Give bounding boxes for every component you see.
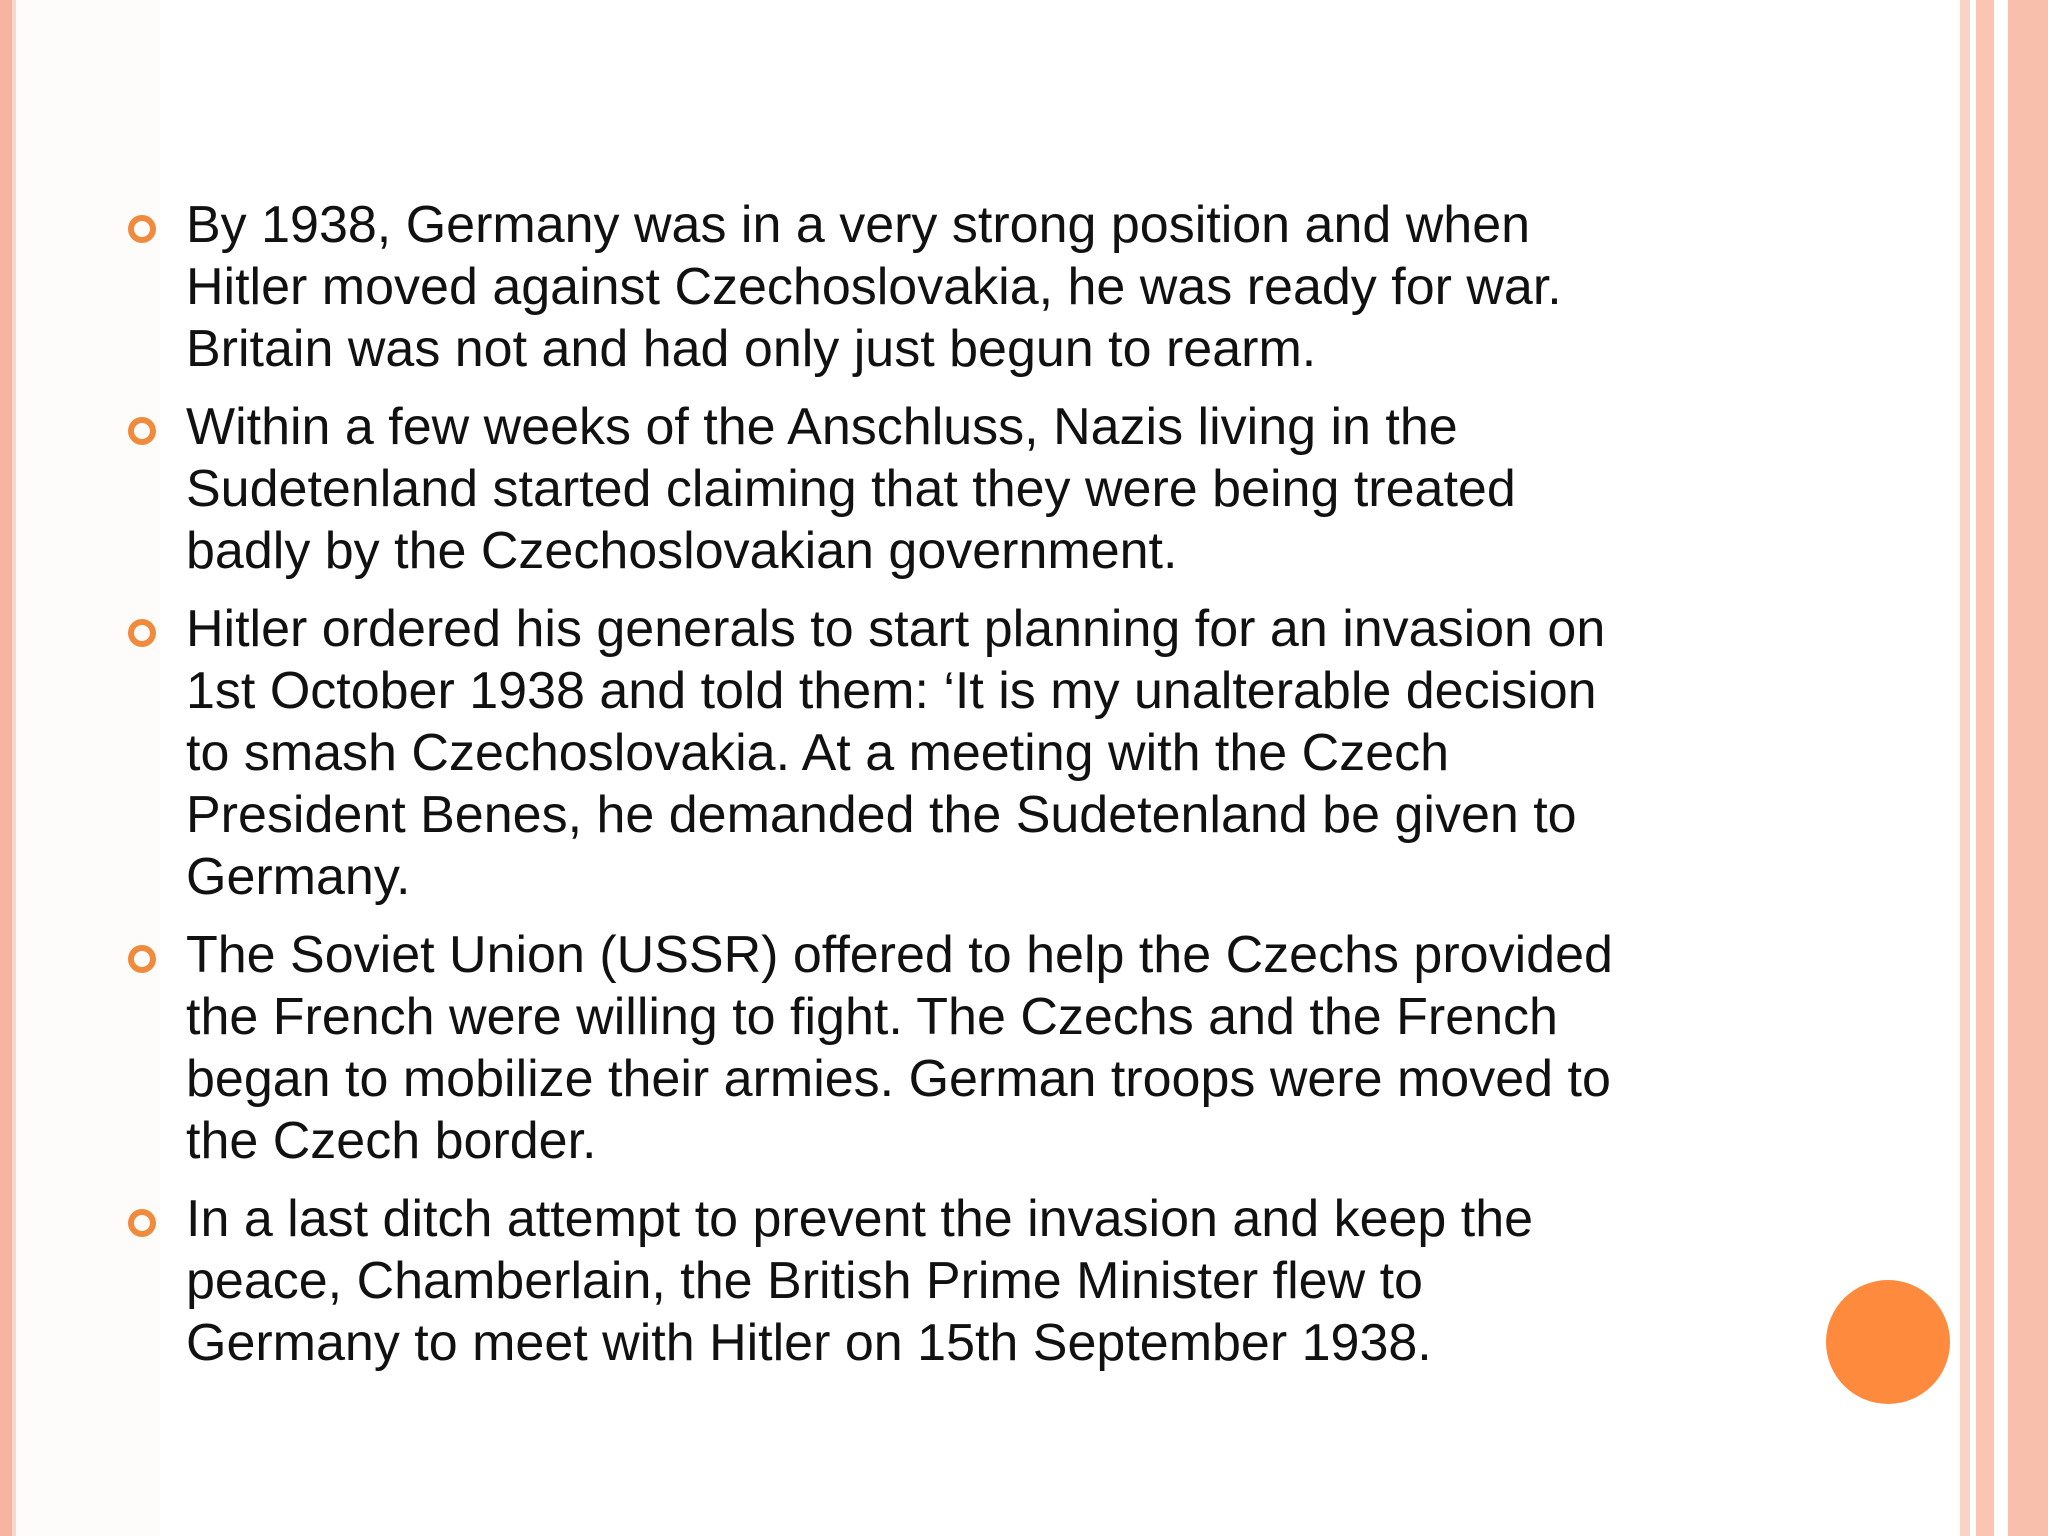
- bullet-item: [126, 1188, 1776, 1374]
- ring-bullet-icon: [128, 417, 156, 445]
- ring-bullet-icon: [128, 945, 156, 973]
- bullet-text: The Soviet Union (USSR) offered to help the Czechs provided the French were willing to fight. The Czechs and the French began to mobilize their armies. German troops were moved to the Czech border.: [186, 926, 1613, 1170]
- right-border-stripe: [2008, 0, 2048, 1536]
- ring-bullet-icon: [128, 215, 156, 243]
- bullet-list: [126, 194, 1776, 1390]
- bullet-item: [126, 194, 1776, 380]
- bullet-text: Hitler ordered his generals to start planning for an invasion on 1st October 1938 and told them: ‘It is my unalterable decision to smash Czechoslovakia. At a meeting with the Czech President Benes, he demanded the Sudetenland be given to Germany.: [186, 600, 1606, 906]
- ring-bullet-icon: [128, 1209, 156, 1237]
- bullet-item: [126, 396, 1776, 582]
- bullet-text: In a last ditch attempt to prevent the invasion and keep the peace, Chamberlain, the British Prime Minister flew to Germany to meet with Hitler on 15th September 1938.: [186, 1190, 1534, 1372]
- right-border-stripe: [1960, 0, 1970, 1536]
- decorative-circle-icon: [1826, 1280, 1950, 1404]
- right-border-gap: [1994, 0, 2008, 1536]
- bullet-text: Within a few weeks of the Anschluss, Nazis living in the Sudetenland started claiming that they were being treated badly by the Czechoslovakian government.: [186, 398, 1516, 580]
- left-border-inner-stripe: [12, 0, 16, 1536]
- bullet-item: [126, 598, 1776, 908]
- left-border-stripe: [0, 0, 12, 1536]
- bullet-text: By 1938, Germany was in a very strong position and when Hitler moved against Czechoslovakia, he was ready for war. Britain was not and had only just begun to rearm.: [186, 196, 1562, 378]
- bullet-item: [126, 924, 1776, 1172]
- right-border-stripe: [1976, 0, 1994, 1536]
- ring-bullet-icon: [128, 619, 156, 647]
